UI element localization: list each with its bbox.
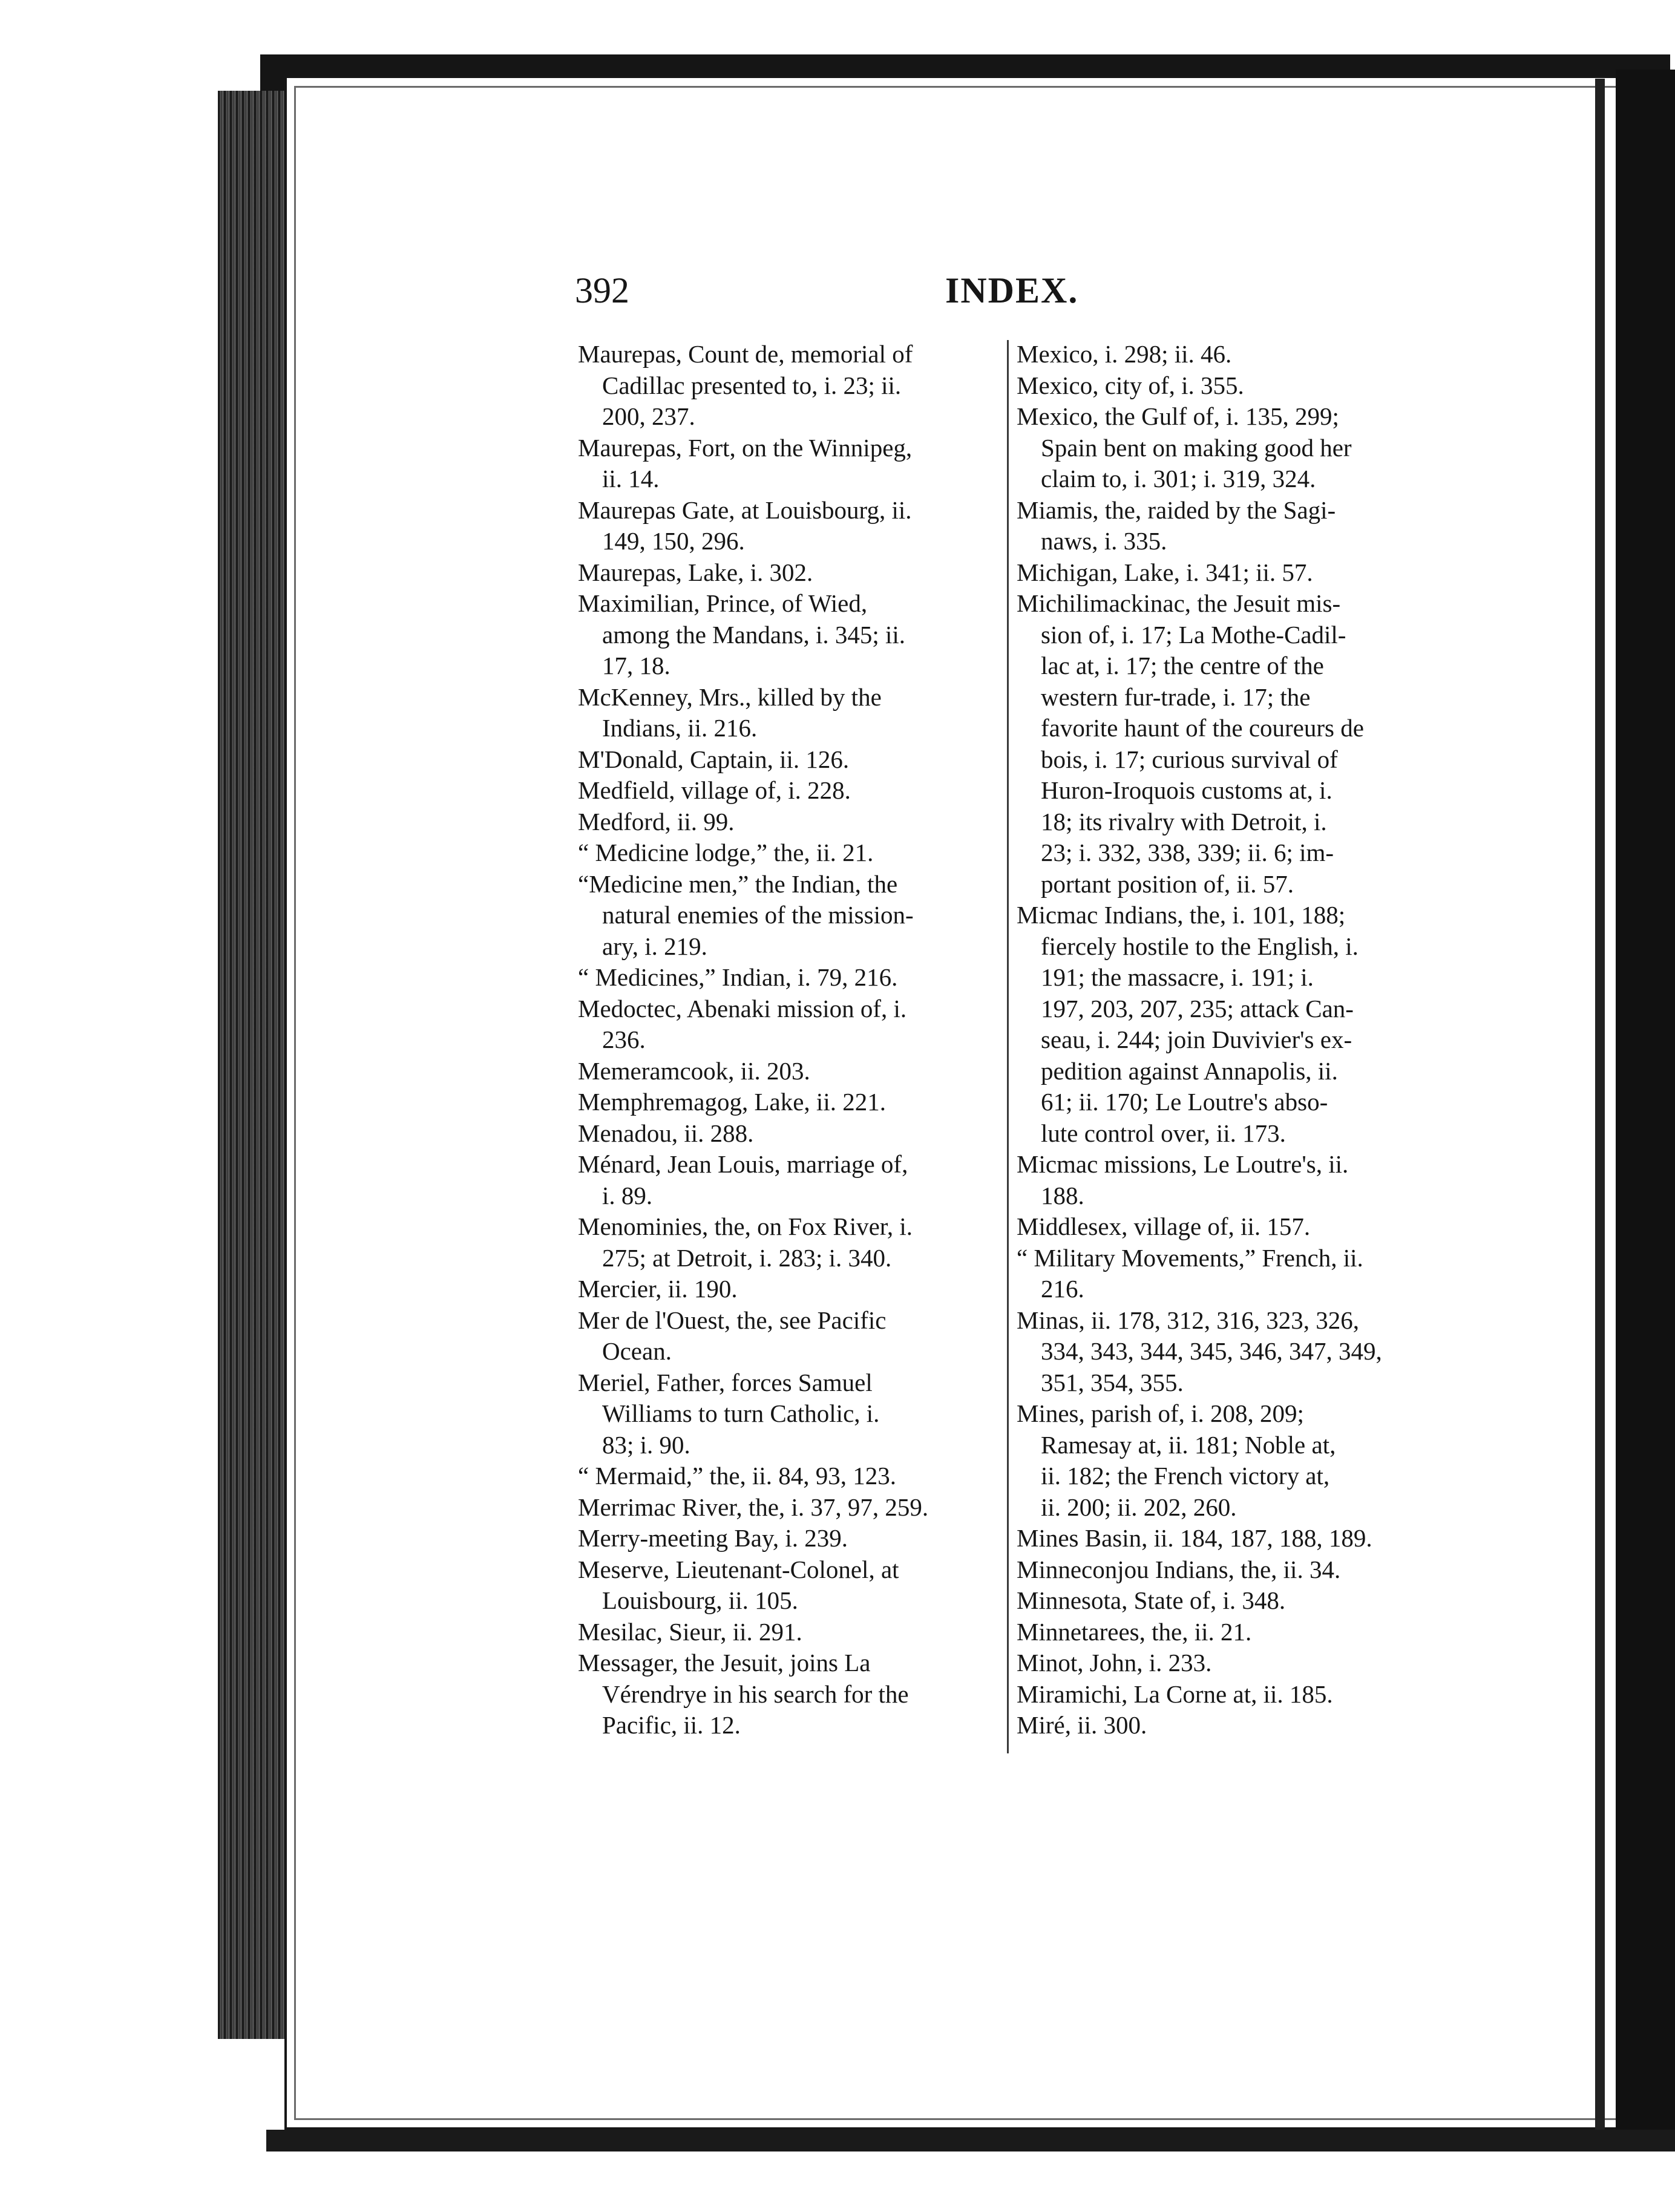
index-line: sion of, i. 17; La Mothe-Cadil- (1041, 620, 1346, 649)
index-line: “ Medicines,” Indian, i. 79, 216. (578, 963, 898, 991)
index-line: Vérendrye in his search for the (602, 1680, 909, 1708)
index-line: bois, i. 17; curious survival of (1041, 745, 1338, 773)
index-line: 17, 18. (602, 652, 670, 679)
index-line: Merrimac River, the, i. 37, 97, 259. (578, 1493, 929, 1521)
index-line: “ Military Movements,” French, ii. (1017, 1243, 1363, 1272)
index-line: 216. (1041, 1275, 1084, 1303)
index-line: i. 89. (602, 1181, 653, 1209)
page-number: 392 (575, 270, 629, 310)
index-line: Minot, John, i. 233. (1017, 1649, 1212, 1677)
index-line: Mer de l'Ouest, the, see Pacific (578, 1306, 887, 1334)
index-line: natural enemies of the mission- (602, 901, 914, 929)
index-line: favorite haunt of the coureurs de (1041, 714, 1364, 742)
index-line: M'Donald, Captain, ii. 126. (578, 745, 850, 773)
index-line: Minneconjou Indians, the, ii. 34. (1017, 1555, 1341, 1583)
book-page-edges (218, 91, 287, 2039)
index-line: 351, 354, 355. (1041, 1368, 1184, 1396)
index-line: Mesilac, Sieur, ii. 291. (578, 1617, 802, 1646)
index-line: “ Mermaid,” the, ii. 84, 93, 123. (578, 1462, 897, 1490)
index-line: Miamis, the, raided by the Sagi- (1017, 496, 1336, 524)
index-line: Michigan, Lake, i. 341; ii. 57. (1017, 558, 1313, 586)
index-line: Mexico, i. 298; ii. 46. (1017, 340, 1232, 368)
index-line: Minnetarees, the, ii. 21. (1017, 1617, 1252, 1646)
index-line: Memeramcook, ii. 203. (578, 1056, 810, 1085)
index-line: naws, i. 335. (1041, 527, 1167, 555)
index-line: Ramesay at, ii. 181; Noble at, (1041, 1430, 1336, 1459)
index-line: Mexico, city of, i. 355. (1017, 371, 1244, 399)
index-line: ii. 182; the French victory at, (1041, 1462, 1330, 1490)
index-line: Mines, parish of, i. 208, 209; (1017, 1399, 1304, 1427)
index-line: Meriel, Father, forces Samuel (578, 1368, 873, 1396)
index-line: Mexico, the Gulf of, i. 135, 299; (1017, 402, 1339, 430)
index-line: Micmac Indians, the, i. 101, 188; (1017, 901, 1346, 929)
index-line: Mines Basin, ii. 184, 187, 188, 189. (1017, 1524, 1372, 1552)
index-line: Maurepas, Lake, i. 302. (578, 558, 813, 586)
index-line: Indians, ii. 216. (602, 714, 758, 742)
index-line: Memphremagog, Lake, ii. 221. (578, 1088, 886, 1116)
index-line: 200, 237. (602, 402, 695, 430)
index-line: Huron-Iroquois customs at, i. (1041, 776, 1332, 804)
index-line: 334, 343, 344, 345, 346, 347, 349, (1041, 1337, 1382, 1365)
index-line: Miré, ii. 300. (1017, 1711, 1147, 1739)
index-line: 61; ii. 170; Le Loutre's abso- (1041, 1088, 1328, 1116)
index-column-left (578, 339, 994, 1741)
index-line: Micmac missions, Le Loutre's, ii. (1017, 1150, 1349, 1178)
index-line: 188. (1041, 1181, 1084, 1209)
index-line: Maurepas Gate, at Louisbourg, ii. (578, 496, 912, 524)
index-line: ii. 14. (602, 465, 660, 492)
index-line: Medford, ii. 99. (578, 807, 735, 836)
index-column-right (1017, 339, 1428, 1741)
index-line: among the Mandans, i. 345; ii. (602, 620, 906, 649)
index-line: Minas, ii. 178, 312, 316, 323, 326, (1017, 1306, 1360, 1334)
index-line: Menadou, ii. 288. (578, 1119, 754, 1147)
gutter-shadow (1595, 79, 1605, 2130)
index-line: claim to, i. 301; i. 319, 324. (1041, 465, 1316, 492)
index-line: 18; its rivalry with Detroit, i. (1041, 807, 1327, 836)
index-line: pedition against Annapolis, ii. (1041, 1056, 1338, 1085)
index-line: lac at, i. 17; the centre of the (1041, 652, 1324, 679)
index-line: Maurepas, Fort, on the Winnipeg, (578, 433, 913, 462)
index-line: 149, 150, 296. (602, 527, 745, 555)
index-line: ii. 200; ii. 202, 260. (1041, 1493, 1237, 1521)
index-line: Medfield, village of, i. 228. (578, 776, 851, 804)
index-line: western fur-trade, i. 17; the (1041, 682, 1311, 711)
index-line: fiercely hostile to the English, i. (1041, 932, 1359, 960)
index-line: lute control over, ii. 173. (1041, 1119, 1286, 1147)
index-line: Merry-meeting Bay, i. 239. (578, 1524, 848, 1552)
index-line: Meserve, Lieutenant-Colonel, at (578, 1555, 899, 1583)
column-divider (1007, 340, 1009, 1753)
index-line: Michilimackinac, the Jesuit mis- (1017, 589, 1341, 617)
index-line: 197, 203, 207, 235; attack Can- (1041, 994, 1354, 1023)
index-line: seau, i. 244; join Duvivier's ex- (1041, 1026, 1352, 1053)
index-line: Spain bent on making good her (1041, 433, 1352, 462)
index-line: Cadillac presented to, i. 23; ii. (602, 371, 902, 399)
book-gutter (1616, 70, 1675, 2151)
index-line: Minnesota, State of, i. 348. (1017, 1586, 1286, 1614)
index-line: Medoctec, Abenaki mission of, i. (578, 994, 907, 1023)
index-line: Middlesex, village of, ii. 157. (1017, 1212, 1311, 1240)
index-line: 23; i. 332, 338, 339; ii. 6; im- (1041, 839, 1334, 866)
index-line: 191; the massacre, i. 191; i. (1041, 963, 1314, 991)
index-line: Ménard, Jean Louis, marriage of, (578, 1150, 908, 1178)
index-line: 83; i. 90. (602, 1430, 690, 1459)
index-line: Williams to turn Catholic, i. (602, 1399, 880, 1427)
index-line: portant position of, ii. 57. (1041, 869, 1294, 898)
index-line: Ocean. (602, 1337, 672, 1365)
page-title: INDEX. (945, 270, 1079, 310)
index-line: Maurepas, Count de, memorial of (578, 340, 913, 368)
index-line: 236. (602, 1026, 646, 1053)
index-line: Menominies, the, on Fox River, i. (578, 1212, 913, 1240)
index-line: McKenney, Mrs., killed by the (578, 682, 882, 711)
index-line: Louisbourg, ii. 105. (602, 1586, 798, 1614)
book-bottom-edge (266, 2130, 1675, 2151)
index-line: Mercier, ii. 190. (578, 1275, 738, 1303)
index-line: Pacific, ii. 12. (602, 1711, 741, 1739)
index-line: “ Medicine lodge,” the, ii. 21. (578, 839, 874, 866)
index-line: ary, i. 219. (602, 932, 707, 960)
index-line: Miramichi, La Corne at, ii. 185. (1017, 1680, 1333, 1708)
index-line: Messager, the Jesuit, joins La (578, 1649, 871, 1677)
index-line: Maximilian, Prince, of Wied, (578, 589, 868, 617)
index-line: “Medicine men,” the Indian, the (578, 869, 898, 898)
index-line: 275; at Detroit, i. 283; i. 340. (602, 1243, 892, 1272)
